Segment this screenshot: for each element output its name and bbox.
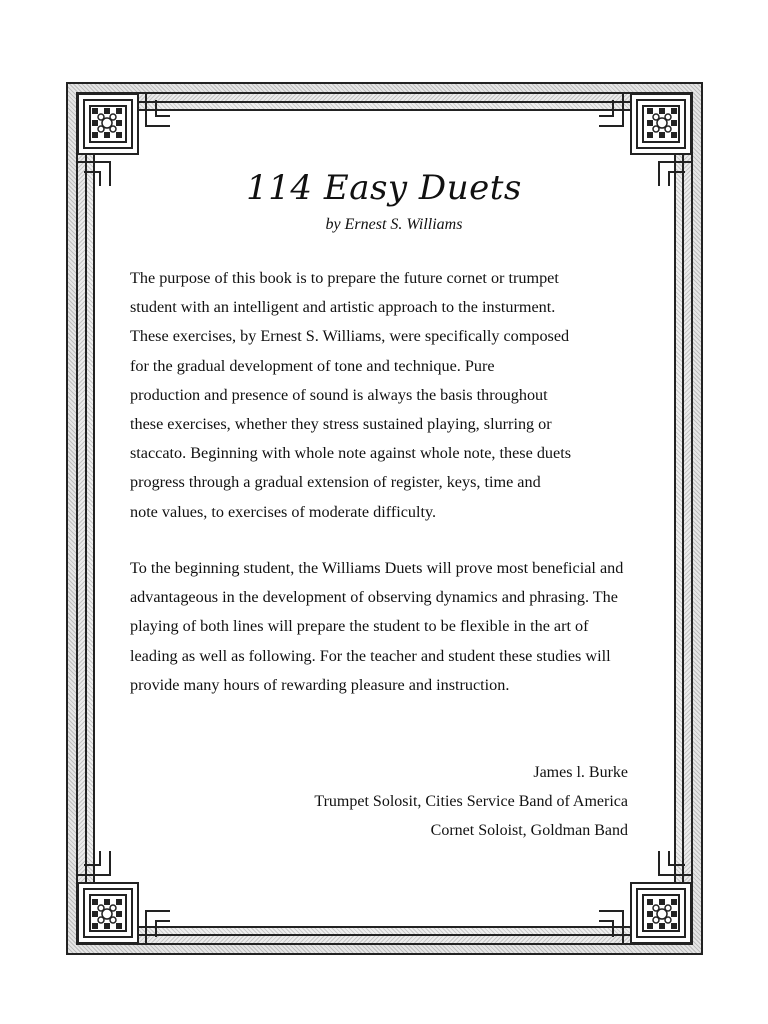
signature-block — [314, 758, 628, 845]
text-line: production and presence of sound is always the basis throughout — [130, 385, 548, 404]
text-line: student with an intelligent and artistic approach to the insturment. — [130, 298, 556, 317]
intro-paragraph-1 — [130, 264, 640, 527]
corner-ornament-icon — [70, 841, 180, 951]
text-line: beneficial and advantageous in the development of observing — [130, 559, 624, 607]
author-byline: by Ernest S. Williams — [325, 216, 463, 233]
text-line: dynamics and phrasing. The playing of both lines will prepare the — [130, 588, 618, 636]
paragraph-text — [130, 264, 640, 527]
text-line: these exercises, whether they stress sustained playing, slurring or — [130, 415, 552, 434]
page-title: 114 Easy Duets — [246, 168, 522, 208]
text-line: staccato. Beginning with whole note against whole note, these duets — [130, 444, 572, 463]
paragraph-text — [130, 554, 640, 700]
corner-ornament-icon — [589, 841, 699, 951]
signature-name: James l. Burke — [533, 764, 628, 781]
signature-role: Trumpet Solosit, Cities Service Band of America — [314, 793, 628, 810]
text-line: progress through a gradual extension of register, keys, time and — [130, 473, 541, 492]
text-line: The purpose of this book is to prepare the future cornet or trumpet — [130, 269, 559, 287]
text-line: for the gradual development of tone and technique. Pure — [130, 356, 495, 375]
text-line: rewarding pleasure and instruction. — [281, 675, 510, 694]
intro-paragraph-2 — [130, 554, 640, 700]
text-line: the teacher and student these studies will provide many hours of — [130, 646, 611, 694]
signature-role: Cornet Soloist, Goldman Band — [430, 822, 628, 839]
text-line: To the beginning student, the Williams Duets will prove most — [130, 559, 529, 577]
text-line: note values, to exercises of moderate difficulty. — [130, 502, 437, 521]
text-line: student to be flexible in the art of leading as well as following. For — [130, 617, 589, 665]
text-line: These exercises, by Ernest S. Williams, were specifically composed — [130, 327, 570, 346]
